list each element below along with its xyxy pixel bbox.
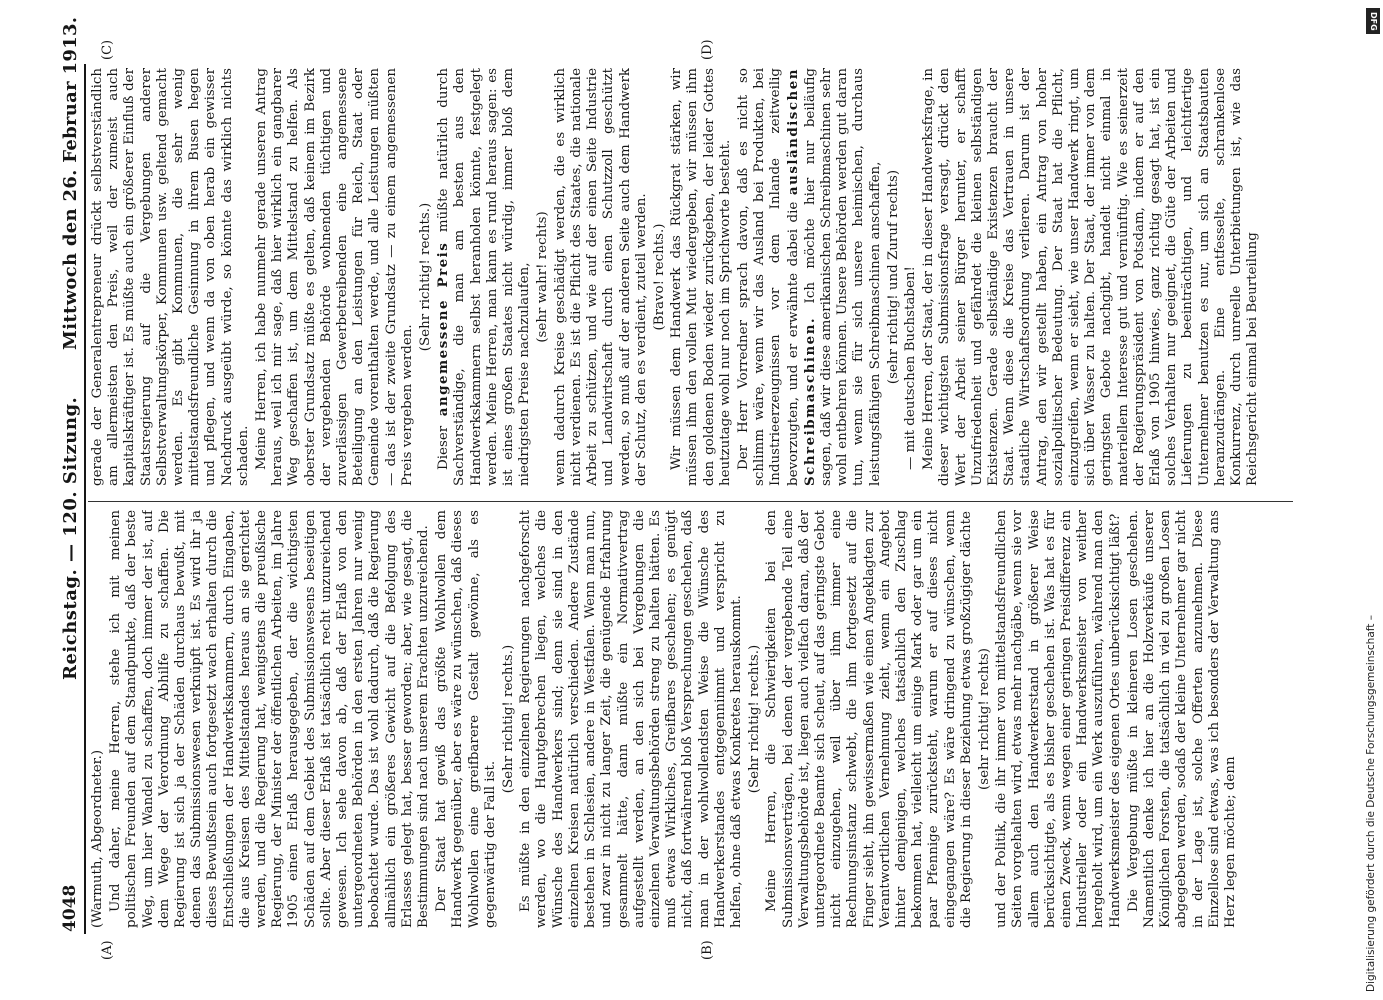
right-column (90, 68, 1290, 486)
margin-marker-a: (A) (100, 940, 115, 960)
paragraph: Meine Herren, der Staat, der in dieser Handwerksfrage, in dieser wichtigsten Submissionsfrage versagt, drückt den Wert der Arbeit seiner Bürger herunter, er schafft Unzufriedenheit und gefährdet die kleinen selbständigen Existenzen. Gerade selbständige Existenzen braucht der Staat. Wenn diese die Kreise das Vertrauen in unsere staatliche Wirtschaftsordnung verlieren. Darum ist der Antrag, den wir gestellt haben, ein Antrag von hoher sozialpolitischer Bedeutung. Der Staat hat die Pflicht, einzugreifen, wenn er sieht, wie unser Handwerk ringt, um sich über Wasser zu halten. Der Staat, der immer von dem geringsten Gebote nachgibt, handelt nicht einmal in materiellem Interesse gut und vernünftig. Wie es seinerzeit der Regierungspräsident von Potsdam, indem er auf den Erlaß von 1905 hinwies, ganz richtig gesagt hat, ist ein solches Verhalten nur geeignet, die Güte der Arbeiten und Lieferungen zu beeinträchtigen, und leichtfertige Unternehmer benutzen es nur, um sich an Staatsbauten heranzudrängen. Eine entfesselte, schrankenlose Konkurrenz, durch unreelle Unterbietungen ist, wie das Reichsgericht einmal bei Beurteilung (921, 68, 1261, 486)
emphasis-text: angemessene Preis (435, 241, 452, 417)
paragraph: und der Politik, die ihr immer von mittelstandsfreundlichen Seiten vorgehalten wird, etwas mehr nachgäbe, wenn sie vor allem auch den Handwerkerstand in größerer Weise berücksichtigte, als es bisher geschehen ist. Was hat es für einen Zweck, wenn wegen einer geringen Preisdifferenz ein Industrieller oder ein Handwerksmeister von weither hergeholt wird, um ein Werk auszuführen, während man den Handwerksmeister des eigenen Ortes unberücksichtigt läßt? (994, 510, 1123, 928)
column-divider (88, 501, 1293, 502)
paragraph: — mit deutschen Buchstaben! (902, 266, 918, 470)
digitization-credit (1360, 8, 1382, 992)
paragraph: Meine Herren, die Schwierigkeiten bei den Submissionsverträgen, bei denen der vergebende Teil eine Verwaltungsbehörde ist, liegen auch vielfach daran, daß der untergeordnete Beamte sich scheut, auf das geringste Gebot nicht einzugehen, weil über ihm immer eine Rechnungsinstanz schwebt, die ihm fortgesetzt auf die Finger sieht, ihn gewissermaßen wie einen Angeklagten zur Verantwortlichen Vernehmung zieht, wenn ein Angebot hinter demjenigen, welches tatsächlich den Zuschlag bekommen hat, vielleicht um einige Mark oder gar um ein paar Pfennige zurücksteht, warum er auf dieses nicht eingegangen wäre? Es wäre dringend zu wünschen, wenn die Regierung in dieser Beziehung etwas großzügiger dächte (764, 510, 974, 928)
paragraph: Es müßte in den einzelnen Regierungen nachgeforscht werden, wo die Hauptgebrechen liegen, welches die Wünsche des Handwerkers sind; denn sie sind in den einzelnen Kreisen natürlich verschieden. Andere Zustände bestehen in Schlesien, andere in Westfalen. Wenn man nun, und zwar in nicht zu langer Zeit, die genügende Erfahrung gesammelt hätte, dann müßte ein Normativvertrag aufgestellt werden, an den sich bei Vergebungen die einzelnen Verwaltungsbehörden streng zu halten hätten. Es muß etwas Wirkliches, Greifbares geschehen; es genügt nicht, daß fortwährend bloß Versprechungen geschehen, daß man in der wohlwollendsten Weise die Wünsche des Handwerkerstandes entgegennimmt und verspricht zu helfen, ohne daß etwas Konkretes herauskommt. (518, 510, 744, 928)
interjection: (Sehr richtig! rechts.) (501, 644, 517, 794)
page-header (60, 0, 86, 1000)
emphasis-text: ausländischen Schreibmaschinen. (784, 68, 818, 486)
left-column (90, 510, 1290, 928)
paragraph: wenn dadurch Kreise geschädigt werden, die es wirklich nicht verdienen. Es ist die Pflicht des Staates, die nationale Arbeit zu schützen, und wie auf der einen Seite Industrie und Landwirtschaft durch einen Schutzzoll geschützt werden, so muß auf der anderen Seite auch dem Handwerk der Schutz, den es verdient, zuteil werden. (552, 68, 649, 486)
margin-marker-c: (C) (100, 39, 115, 60)
session-title: Reichstag. — 120. Sitzung. (60, 396, 81, 680)
text-run: Ich möchte hier nur beiläufig sagen, daß wir diese amerikanischen Schreibmaschinen sehr wohl entbehren können. Unsere Behörden werden gut daran tun, wenn sie für sich unsere heimischen, durchaus leistungsfähigen Schreibmaschinen anschaffen, (802, 68, 883, 486)
margin-marker-b: (B) (700, 940, 715, 960)
interjection: (Sehr richtig! rechts.) (418, 202, 434, 352)
header-rule (84, 64, 86, 934)
paragraph: Wir müssen dem Handwerk das Rückgrat stärken, wir müssen ihm den vollen Mut wiedergeben, wir müssen ihm den goldenen Boden wieder zurückgeben, der leider Gottes heutzutage wohl nur noch im Sprichworte besteht. (669, 68, 733, 486)
text-run: Dieser (436, 425, 452, 470)
session-date: Mittwoch den 26. Februar 1913. (60, 16, 81, 350)
interjection: (sehr wahr! rechts) (535, 211, 551, 343)
margin-marker-d: (D) (700, 39, 715, 60)
paragraph: gerade der Generalentrepreneur drückt selbstverständlich am allermeisten den Preis, weil der zumeist auch kapitalskräftiger ist. Es müßte auch ein größerer Einfluß der Staatsregierung auf die Vergebungen anderer Selbstverwaltungskörper, Kommunen usw. geltend gemacht werden. Es gibt Kommunen, die sehr wenig mittelstandsfreundliche Gesinnung in ihrem Busen hegen und pflegen, und wenn da von oben herab ein gewisser Nachdruck ausgeübt würde, so könnte das wirklich nichts schaden. (90, 68, 251, 486)
interjection: (Sehr richtig! rechts.) (747, 644, 763, 794)
page-number: 4048 (60, 884, 80, 932)
interjection: (Bravo! rechts.) (651, 223, 667, 331)
speaker-line: (Warmuth, Abgeordneter.) (90, 749, 105, 928)
text-run: Der Herr Vorredner sprach davon, daß es nicht so schlimm wäre, wenn wir das Ausland bei Produkten, bei Industrieerzeugnissen vor dem Inlande zeitweilig bevorzugten, und er erwähnte dabei die (735, 68, 801, 486)
interjection: (sehr richtig! und Zuruf rechts) (885, 169, 901, 385)
paragraph: Meine Herren, ich habe nunmehr gerade unseren Antrag heraus, weil ich mir sage, daß hier wirklich ein gangbarer Weg geschaffen ist, um dem Mittelstand zu helfen. Als oberster Grundsatz müßte es gelten, daß keinem im Bezirk der vergebenden Behörde wohnenden tüchtigen und zuverlässigen Gewerbetreibenden eine angemessene Beteiligung an den Leistungen für Reich, Staat oder Gemeinde vorenthalten werde, und alle Leistungen müßten — das ist der zweite Grundsatz — zu einem angemessenen Preis vergeben werden. (254, 68, 415, 486)
paragraph: Und daher, meine Herren, stehe ich mit meinen politischen Freunden auf dem Standpunkte, daß der beste Weg, um hier Wandel zu schaffen, doch immer der ist, auf dem Wege der Verordnung Abhilfe zu schaffen. Die Regierung ist sich ja der Schäden durchaus bewußt, mit denen das Submissionswesen verknüpft ist. Es wird ihr ja dieses Bewußtsein auch fortgesetzt wach erhalten durch die Entschließungen der Handwerkskammern, durch Eingaben, die aus Kreisen des Mittelstandes heraus an sie gerichtet werden, und die Regierung hat, wenigstens die preußische Regierung, der Minister der öffentlichen Arbeiten, im Jahre 1905 einen Erlaß herausgegeben, der die wichtigsten Schäden auf dem Gebiet des Submissionswesens beseitigen sollte. Aber dieser Erlaß ist tatsächlich recht unzureichend gewesen. Ich sehe davon ab, daß der Erlaß von den untergeordneten Behörden in den ersten Jahren nur wenig beobachtet wurde. Das ist wohl dadurch, daß die Regierung allmählich ein größeres Gewicht auf die Befolgung des Erlasses gelegt hat, besser geworden; aber, wie gesagt, die Bestimmungen sind nach unserem Erachten unzureichend. (108, 510, 432, 928)
paragraph (435, 68, 533, 486)
paragraph: Die Vergebung müßte in kleineren Losen geschehen. Namentlich denke ich hier an die Holzverkäufe unserer Königlichen Forsten, die tatsächlich in viel zu großen Losen abgegeben werden, sodaß der kleine Unternehmer gar nicht in der Lage ist, solche Offerten anzunehmen. Diese Einzellose sind etwas, was ich besonders der Verwaltung ans Herz legen möchte; denn (1125, 510, 1239, 928)
dfg-logo: DFG (1366, 8, 1380, 34)
paragraph (736, 68, 884, 486)
paragraph: Der Staat hat gewiß das größte Wohlwollen dem Handwerk gegenüber, aber es wäre zu wünschen, daß dieses Wohlwollen eine greifbarere Gestalt gewönne, als es gegenwärtig der Fall ist. (434, 510, 498, 928)
text-run: müßte natürlich durch Sachverständige, die man am besten aus den Handwerkskammern selbst heranholen könnte, festgelegt werden. Meine Herren, man kann es rund heraus sagen: es ist eines großen Staates nicht würdig, immer bloß dem niedrigsten Preise nachzulaufen, (436, 68, 533, 486)
interjection: (sehr richtig! rechts) (976, 648, 992, 790)
credit-text: Digitalisierung gefördert durch die Deutsche Forschungsgemeinschaft – (1365, 615, 1377, 992)
